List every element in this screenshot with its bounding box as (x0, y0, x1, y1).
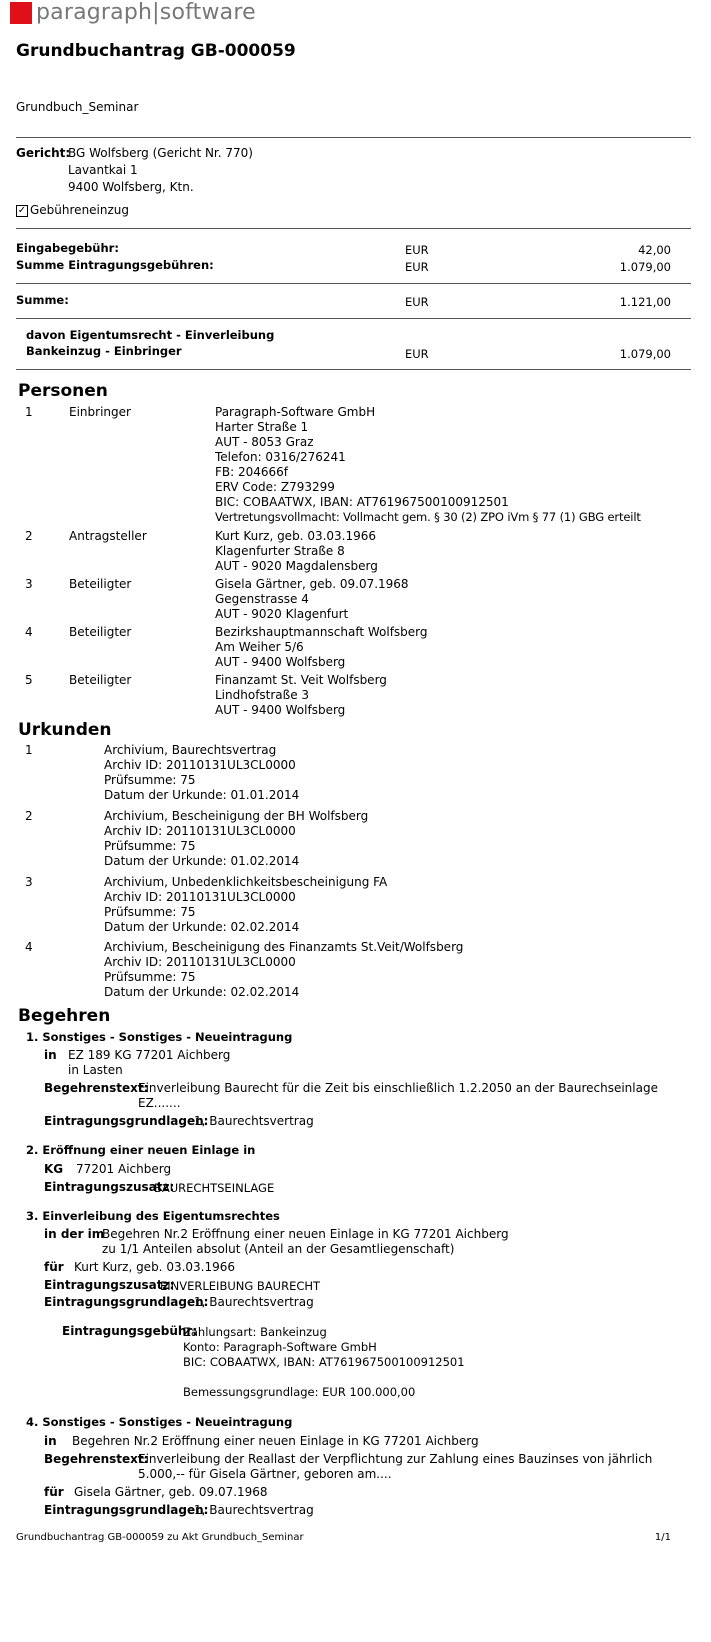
request-text-line: 5.000,-- für Gisela Gärtner, geboren am.... (138, 1467, 392, 1481)
document-number: 4 (25, 940, 33, 954)
requests-heading: Begehren (18, 1006, 111, 1026)
person-line: Gisela Gärtner, geb. 09.07.1968 (215, 577, 409, 591)
request-basis-label: Eintragungsgrundlagen: (44, 1295, 209, 1309)
page-title: Grundbuchantrag GB-000059 (16, 41, 296, 61)
bank-collection-label: Bankeinzug - Einbringer (26, 344, 182, 358)
sum-currency: EUR (405, 295, 429, 309)
document-number: 3 (25, 875, 33, 889)
request-text-line: Einverleibung der Reallast der Verpflichtung zur Zahlung eines Bauzinses von jährlich (138, 1452, 653, 1466)
request-kg-value: 77201 Aichberg (76, 1162, 172, 1176)
person-line: AUT - 9400 Wolfsberg (215, 703, 346, 717)
person-role: Einbringer (69, 405, 131, 419)
document-line: Prüfsumme: 75 (104, 773, 196, 787)
registration-fees-label: Summe Eintragungsgebühren: (16, 258, 214, 272)
court-line: BG Wolfsberg (Gericht Nr. 770) (68, 146, 253, 160)
brand-logo-mark (10, 2, 32, 24)
request-in-line: Begehren Nr.2 Eröffnung einer neuen Einlage in KG 77201 Aichberg (102, 1227, 509, 1241)
person-number: 5 (25, 673, 33, 687)
document-line: Prüfsumme: 75 (104, 839, 196, 853)
request-basis-value: 1, Baurechtsvertrag (194, 1114, 314, 1128)
request-addition-value: BAURECHTSEINLAGE (154, 1181, 275, 1195)
request-for-label: für (44, 1260, 64, 1274)
entry-fee-amount: 42,00 (638, 243, 671, 257)
document-line: Archiv ID: 20110131UL3CL0000 (104, 824, 296, 838)
person-role: Antragsteller (69, 529, 147, 543)
person-line: Harter Straße 1 (215, 420, 309, 434)
person-line: AUT - 9020 Klagenfurt (215, 607, 349, 621)
person-line: Gegenstrasse 4 (215, 592, 309, 606)
court-line: 9400 Wolfsberg, Ktn. (68, 180, 194, 194)
request-basis-value: 1, Baurechtsvertrag (194, 1295, 314, 1309)
request-title: 3. Einverleibung des Eigentumsrechtes (26, 1209, 280, 1223)
person-number: 2 (25, 529, 33, 543)
request-kg-label: KG (44, 1162, 64, 1176)
document-line: Archivium, Unbedenklichkeitsbescheinigung FA (104, 875, 388, 889)
request-assessment-basis: Bemessungsgrundlage: EUR 100.000,00 (183, 1385, 416, 1399)
request-addition-label: Eintragungszusatz: (44, 1180, 175, 1194)
divider (16, 369, 691, 370)
document-line: Datum der Urkunde: 02.02.2014 (104, 985, 300, 999)
person-line: ERV Code: Z793299 (215, 480, 335, 494)
request-text-line: Einverleibung Baurecht für die Zeit bis einschließlich 1.2.2050 an der Baurechseinlage (138, 1081, 658, 1095)
person-line: Bezirkshauptmannschaft Wolfsberg (215, 625, 428, 639)
person-number: 1 (25, 405, 33, 419)
person-line: Telefon: 0316/276241 (215, 450, 346, 464)
document-line: Prüfsumme: 75 (104, 905, 196, 919)
documents-heading: Urkunden (18, 720, 112, 740)
document-line: Datum der Urkunde: 02.02.2014 (104, 920, 300, 934)
person-line: Kurt Kurz, geb. 03.03.1966 (215, 529, 377, 543)
court-line: Lavantkai 1 (68, 163, 138, 177)
court-label: Gericht: (16, 146, 71, 160)
entry-fee-label: Eingabegebühr: (16, 241, 119, 255)
request-in-line: EZ 189 KG 77201 Aichberg (68, 1048, 231, 1062)
person-line: Am Weiher 5/6 (215, 640, 304, 654)
document-line: Archiv ID: 20110131UL3CL0000 (104, 758, 296, 772)
request-fee-line: BIC: COBAATWX, IBAN: AT761967500100912501 (183, 1355, 465, 1369)
divider (16, 283, 691, 284)
person-line: FB: 204666f (215, 465, 289, 479)
request-for-value: Kurt Kurz, geb. 03.03.1966 (74, 1260, 236, 1274)
request-for-label: für (44, 1485, 64, 1499)
request-title: 2. Eröffnung einer neuen Einlage in (26, 1143, 256, 1157)
persons-heading: Personen (18, 381, 108, 401)
request-text-label: Begehrenstext: (44, 1081, 149, 1095)
document-line: Datum der Urkunde: 01.01.2014 (104, 788, 300, 802)
request-in-line: zu 1/1 Anteilen absolut (Anteil an der Gesamtliegenschaft) (102, 1242, 455, 1256)
document-line: Archiv ID: 20110131UL3CL0000 (104, 955, 296, 969)
request-in-line: in Lasten (68, 1063, 123, 1077)
request-title: 1. Sonstiges - Sonstiges - Neueintragung (26, 1030, 293, 1044)
document-line: Prüfsumme: 75 (104, 970, 196, 984)
entry-fee-currency: EUR (405, 243, 429, 257)
person-number: 4 (25, 625, 33, 639)
registration-fees-amount: 1.079,00 (619, 260, 671, 274)
divider (16, 137, 691, 138)
person-line: AUT - 9020 Magdalensberg (215, 559, 378, 573)
document-line: Archivium, Bescheinigung der BH Wolfsberg (104, 809, 369, 823)
request-basis-label: Eintragungsgrundlagen: (44, 1503, 209, 1517)
person-role: Beteiligter (69, 625, 132, 639)
request-text-label: Begehrenstext: (44, 1452, 149, 1466)
request-fee-line: Konto: Paragraph-Software GmbH (183, 1340, 377, 1354)
person-number: 3 (25, 577, 33, 591)
request-basis-label: Eintragungsgrundlagen: (44, 1114, 209, 1128)
person-line: Klagenfurter Straße 8 (215, 544, 345, 558)
request-for-value: Gisela Gärtner, geb. 09.07.1968 (74, 1485, 268, 1499)
person-line: AUT - 9400 Wolfsberg (215, 655, 346, 669)
person-line: Paragraph-Software GmbH (215, 405, 376, 419)
akt-name: Grundbuch_Seminar (16, 100, 139, 114)
divider (16, 228, 691, 229)
request-fee-line: Zahlungsart: Bankeinzug (183, 1325, 327, 1339)
fee-collection-label: Gebühreneinzug (30, 203, 130, 217)
fee-collection-checkbox[interactable]: ✓ (17, 205, 27, 216)
request-text-line: EZ....... (138, 1096, 181, 1110)
brand-logo-text: paragraph|software (36, 0, 256, 25)
divider (16, 318, 691, 319)
document-line: Datum der Urkunde: 01.02.2014 (104, 854, 300, 868)
bank-collection-amount: 1.079,00 (619, 347, 671, 361)
request-fee-label: Eintragungsgebühr: (62, 1324, 198, 1338)
person-line: BIC: COBAATWX, IBAN: AT761967500100912501 (215, 495, 509, 509)
document-number: 1 (25, 743, 33, 757)
request-in-label: in der im (44, 1227, 105, 1241)
document-line: Archivium, Bescheinigung des Finanzamts St.Veit/Wolfsberg (104, 940, 464, 954)
page-number: 1/1 (654, 1532, 671, 1543)
request-in-label: in (44, 1048, 57, 1062)
sum-label: Summe: (16, 293, 69, 307)
bank-collection-currency: EUR (405, 347, 429, 361)
document-number: 2 (25, 809, 33, 823)
person-line: Lindhofstraße 3 (215, 688, 310, 702)
person-role: Beteiligter (69, 577, 132, 591)
footer-text: Grundbuchantrag GB-000059 zu Akt Grundbuch_Seminar (16, 1532, 304, 1543)
person-line: AUT - 8053 Graz (215, 435, 314, 449)
request-addition-value: EINVERLEIBUNG BAURECHT (160, 1279, 321, 1293)
document-line: Archiv ID: 20110131UL3CL0000 (104, 890, 296, 904)
person-role: Beteiligter (69, 673, 132, 687)
request-in-label: in (44, 1434, 57, 1448)
request-addition-label: Eintragungszusatz: (44, 1278, 175, 1292)
request-in-value: Begehren Nr.2 Eröffnung einer neuen Einlage in KG 77201 Aichberg (72, 1434, 479, 1448)
document-line: Archivium, Baurechtsvertrag (104, 743, 277, 757)
person-line: Vertretungsvollmacht: Vollmacht gem. § 30 (2) ZPO iVm § 77 (1) GBG erteilt (215, 510, 641, 524)
sum-amount: 1.121,00 (619, 295, 671, 309)
request-basis-value: 1, Baurechtsvertrag (194, 1503, 314, 1517)
person-line: Finanzamt St. Veit Wolfsberg (215, 673, 387, 687)
request-title: 4. Sonstiges - Sonstiges - Neueintragung (26, 1415, 293, 1429)
thereof-label: davon Eigentumsrecht - Einverleibung (26, 328, 275, 342)
registration-fees-currency: EUR (405, 260, 429, 274)
